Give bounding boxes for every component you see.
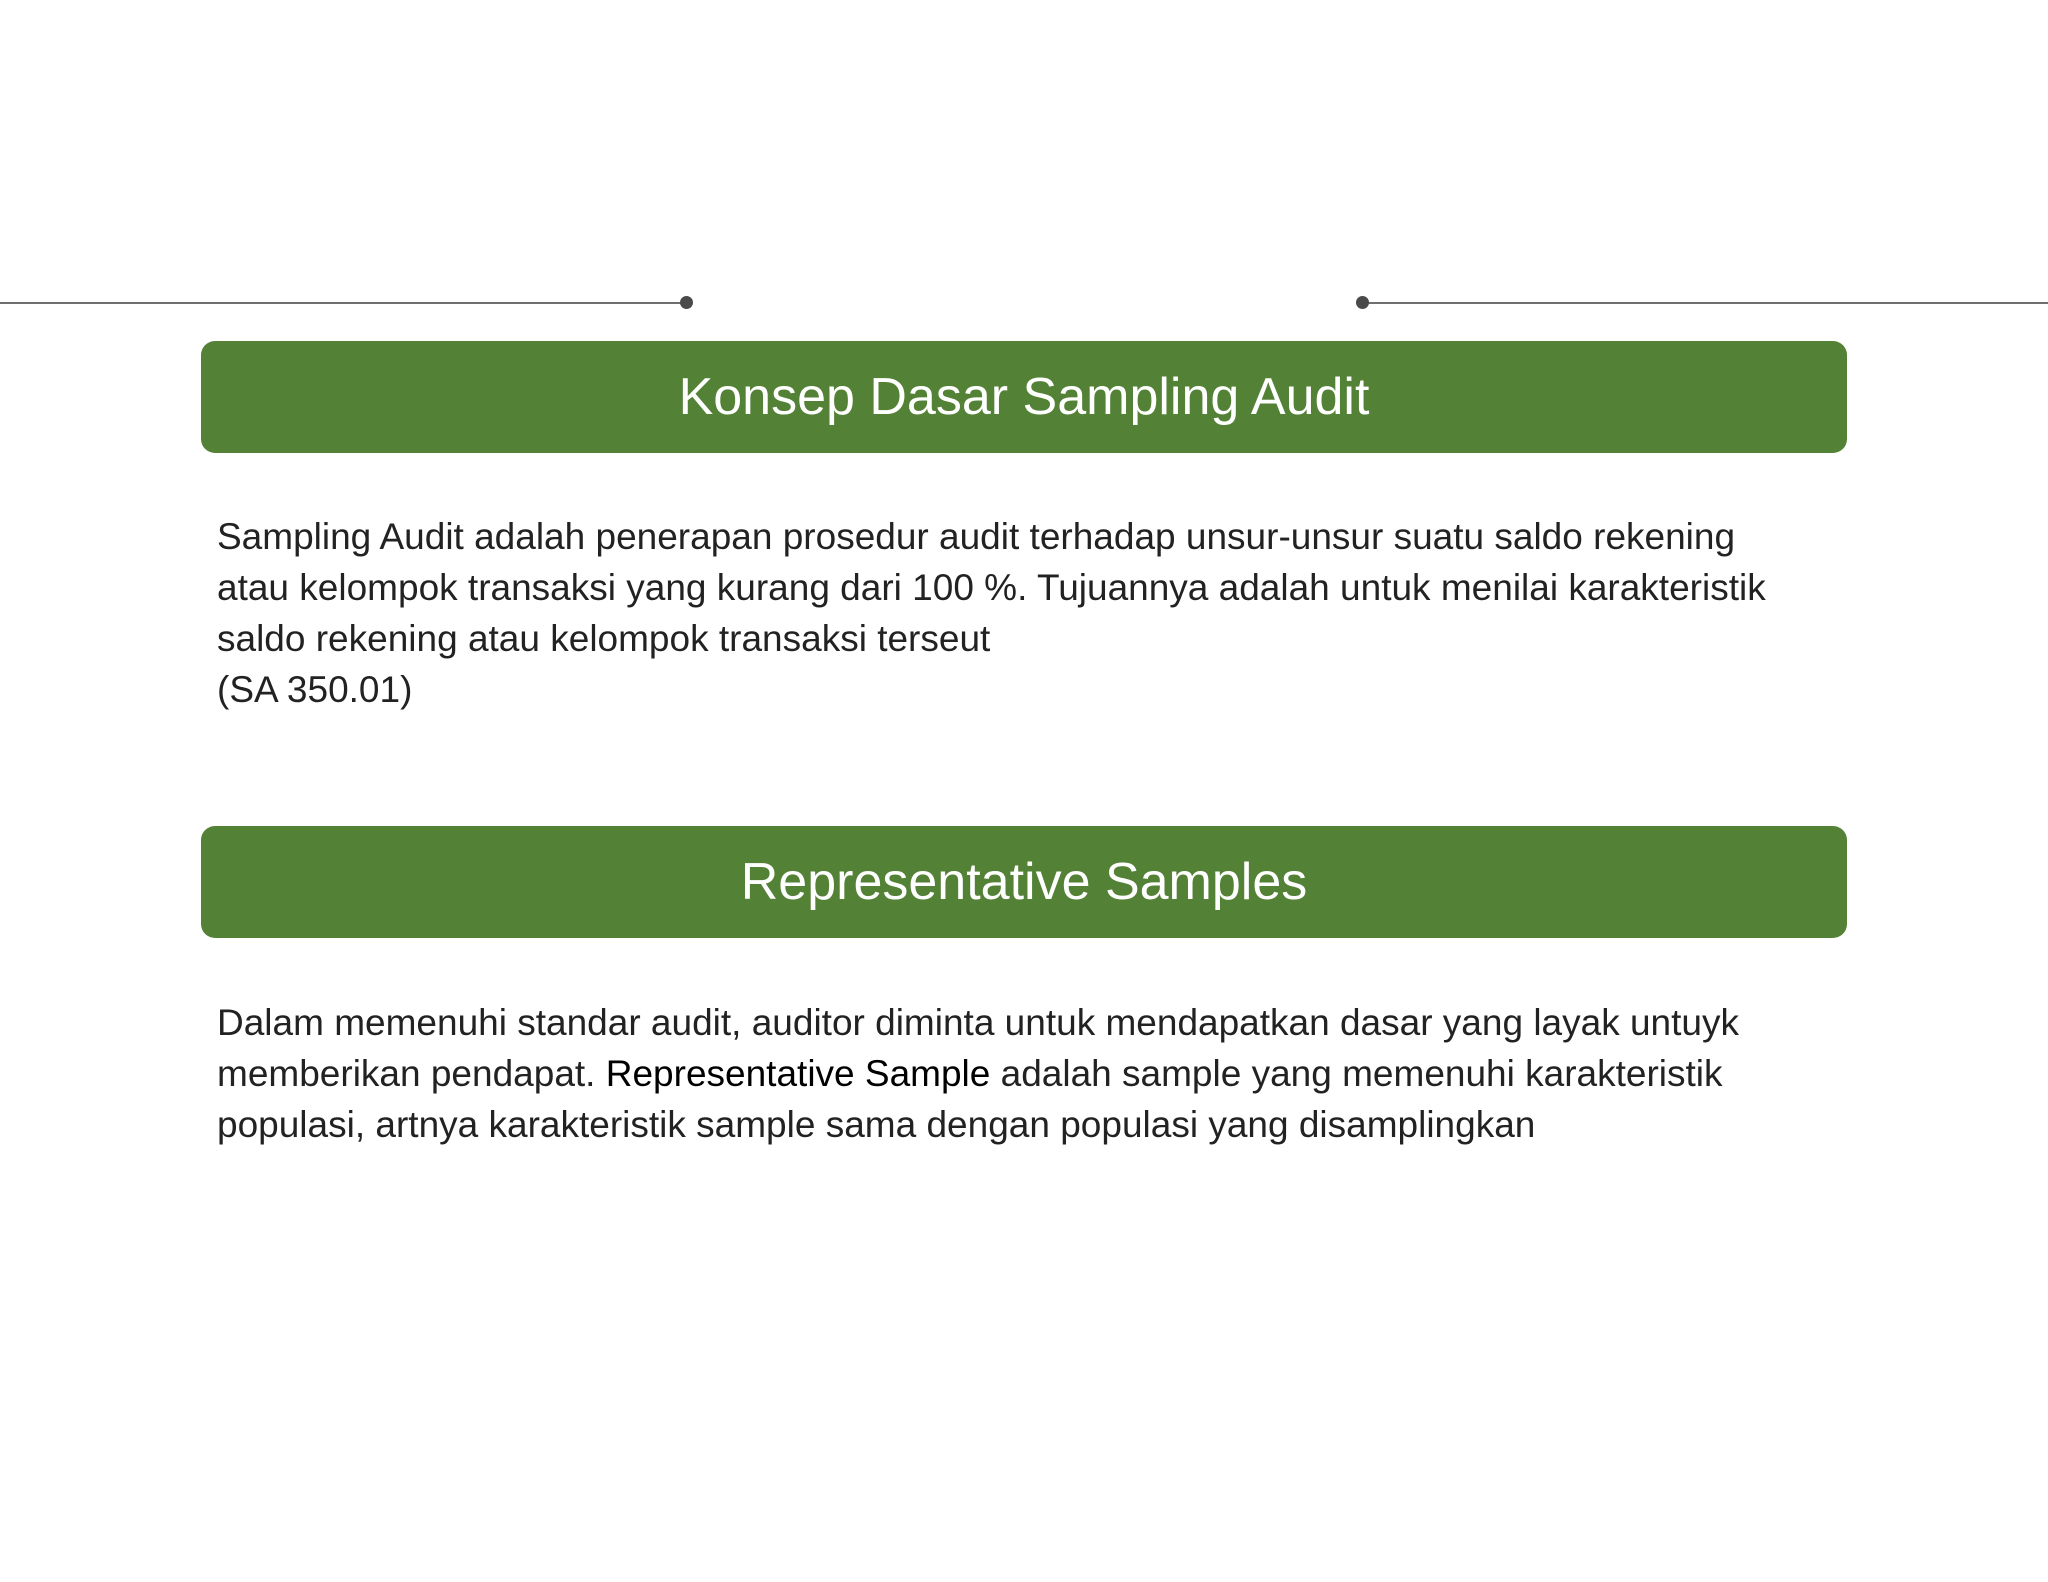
section-2-line-1: Dalam memenuhi standar audit, auditor diminta untuk mendapatkan dasar yang layak untuyk <box>217 1002 1739 1043</box>
top-rule-left <box>0 302 686 304</box>
representative-sample-term: Representative Sample <box>605 1053 991 1094</box>
top-rule-right <box>1362 302 2048 304</box>
section-2-line-3: populasi, artnya karakteristik sample sama dengan populasi yang disamplingkan <box>217 1104 1536 1145</box>
section-1-citation: (SA 350.01) <box>217 669 413 710</box>
section-2-line-2 <box>217 1048 1837 1099</box>
section-1-title: Konsep Dasar Sampling Audit <box>678 368 1370 426</box>
section-2-title: Representative Samples <box>740 853 1308 911</box>
section-1-line-3: saldo rekening atau kelompok transaksi terseut <box>217 618 991 659</box>
section-1-line-2: atau kelompok transaksi yang kurang dari 100 %. Tujuannya adalah untuk menilai karakteristik <box>217 567 1766 608</box>
section-1-paragraph <box>217 511 1837 715</box>
top-rule-left-dot <box>680 296 693 309</box>
top-rule-right-dot <box>1356 296 1369 309</box>
section-2-paragraph <box>217 997 1837 1150</box>
section-2-line-2-start: memberikan pendapat. <box>217 1053 606 1094</box>
section-1-line-1: Sampling Audit adalah penerapan prosedur audit terhadap unsur-unsur suatu saldo rekening <box>217 516 1736 557</box>
section-2-line-2-end: adalah sample yang memenuhi karakteristik <box>990 1053 1723 1094</box>
section-1-banner <box>201 341 1847 453</box>
section-2-banner <box>201 826 1847 938</box>
